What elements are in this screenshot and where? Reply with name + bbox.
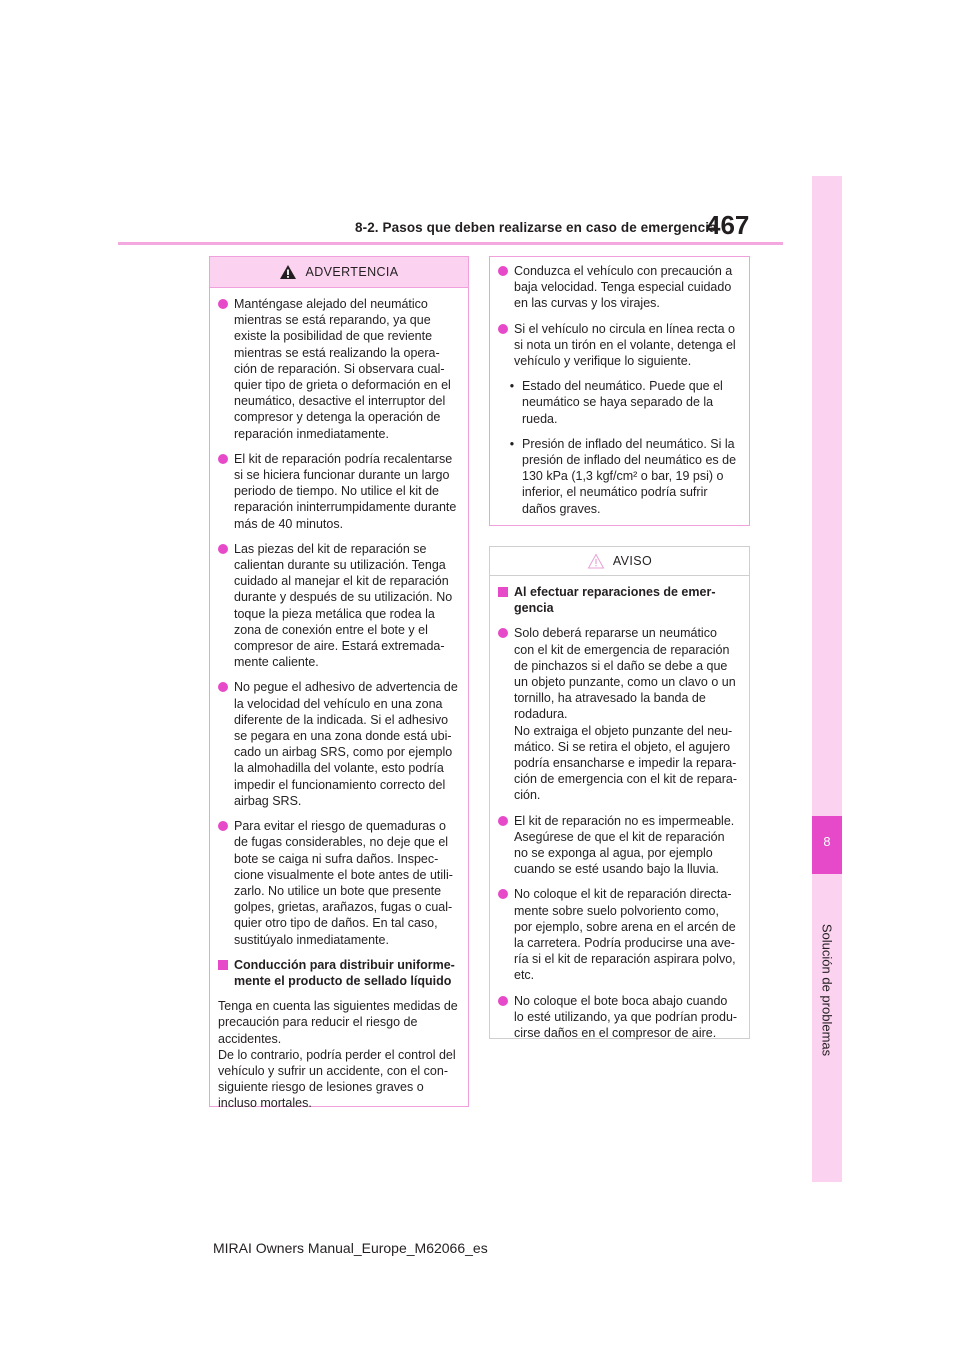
list-item: No pegue el adhesivo de advertencia de la velocidad del vehículo en una zona diferente de la indicada. Si el adhesivo se pegara en una zona donde está ubi-cado un airbag SRS, como por ejemplo la almohadilla del volante, esto podría impedir el funcionamiento correcto del airbag SRS. — [218, 679, 458, 809]
square-bullet-icon — [218, 960, 228, 970]
bullet-dot-icon — [498, 816, 508, 826]
bullet-item: • Estado del neumático. Puede que el neumático se haya separado de la rueda. — [506, 378, 739, 427]
list-item: Si el vehículo no circula en línea recta o si nota un tirón en el volante, detenga el vehículo y verifique lo siguiente. — [498, 321, 739, 370]
notice-box-body — [490, 576, 749, 1056]
list-item: Para evitar el riesgo de quemaduras o de fugas considerables, no deje que el bote se caiga ni sufra daños. Inspec-cione visualmente el bote antes de utili-zarlo. No utilice un bote que presente golpes, grietas, arañazos, fugas o cual-quier otro tipo de daños. En tal caso, sustitúyalo inmediatamente. — [218, 818, 458, 948]
bullet-dot-icon — [498, 266, 508, 276]
list-item: Solo deberá repararse un neumático con el kit de emergencia de reparación de pinchazos si el daño se debe a que un objeto punzante, como un clavo o un tornillo, ha atravesado la banda de rodadura. No extraiga el objeto punzante del neu-mático. Si se retira el objeto, el agujero podría ensancharse e impedir la repara-ción de emergencia con el kit de repara-ción. — [498, 625, 739, 803]
chapter-number: 8 — [823, 834, 831, 849]
list-item: Conduzca el vehículo con precaución a baja velocidad. Tenga especial cuidado en las curvas y los virajes. — [498, 263, 739, 312]
notice-box — [489, 546, 750, 1039]
warning-box-continued-body — [490, 257, 749, 532]
warning-triangle-icon — [279, 264, 297, 280]
caution-triangle-icon — [587, 553, 605, 569]
list-item: No coloque el bote boca abajo cuando lo esté utilizando, ya que podrían produ-cirse daños en el compresor de aire. — [498, 993, 739, 1042]
warning-box-title: ADVERTENCIA — [305, 265, 399, 279]
bullet-dot-icon — [218, 821, 228, 831]
bullet-point-icon: • — [509, 379, 515, 394]
page-number: 467 — [706, 210, 750, 240]
subheading: Al efectuar reparaciones de emer-gencia — [498, 584, 739, 616]
section-title: 8-2. Pasos que deben realizarse en caso de emergencia — [355, 220, 717, 235]
warning-box — [209, 256, 469, 1111]
notice-box-header — [490, 547, 749, 576]
bullet-item: • Presión de inflado del neumático. Si la presión de inflado del neumático es de 130 kPa (1,3 kgf/cm² o bar, 19 psi) o inferior, el neumático podría sufrir daños graves. — [506, 436, 739, 517]
bullet-dot-icon — [498, 996, 508, 1006]
warning-box-header — [210, 257, 468, 288]
warning-box-body — [210, 288, 468, 1118]
bullet-dot-icon — [218, 299, 228, 309]
bullet-dot-icon — [218, 544, 228, 554]
header-divider — [118, 242, 783, 245]
bullet-dot-icon — [218, 682, 228, 692]
bullet-dot-icon — [498, 324, 508, 334]
paragraph: Tenga en cuenta las siguientes medidas de precaución para reducir el riesgo de accidentes. De lo contrario, podría perder el control del vehículo y sufrir un accidente, con el con-siguiente riesgo de lesiones graves o incluso mortales. — [218, 999, 458, 1111]
chapter-title: Solución de problemas — [819, 923, 835, 1057]
list-item: No coloque el kit de reparación directa-mente sobre suelo polvoriento como, por ejemplo, sobre arena en el arcén de la carretera. Podría producirse una ave-ría si el kit de reparación aspirara polvo, etc. — [498, 886, 739, 983]
notice-box-title: AVISO — [612, 554, 653, 568]
footer-manual-title: MIRAI Owners Manual_Europe_M62066_es — [213, 1240, 488, 1256]
subheading: Conducción para distribuir uniforme-mente el producto de sellado líquido — [218, 957, 458, 989]
list-item: Manténgase alejado del neumático mientras se está reparando, ya que existe la posibilidad de que reviente mientras se está realizando la opera-ción de reparación. Si observara cual-quier tipo de grieta o deformación en el neumático, desactive el interruptor del compresor y detenga la operación de reparación inmediatamente. — [218, 296, 458, 442]
square-bullet-icon — [498, 587, 508, 597]
list-item: Las piezas del kit de reparación se calientan durante su utilización. Tenga cuidado al manejar el kit de reparación durante y después de su utilización. No toque la pieza metálica que rodea la zona de conexión entre el bote y el compresor de aire. Estará extremada-mente caliente. — [218, 541, 458, 671]
list-item: El kit de reparación no es impermeable. Asegúrese de que el kit de reparación no se exponga al agua, por ejemplo cuando se esté usando bajo la lluvia. — [498, 813, 739, 878]
warning-box-continued — [489, 256, 750, 526]
bullet-dot-icon — [498, 628, 508, 638]
list-item: El kit de reparación podría recalentarse si se hiciera funcionar durante un largo periodo de tiempo. No utilice el kit de reparación ininterrumpidamente durante más de 40 minutos. — [218, 451, 458, 532]
bullet-point-icon: • — [509, 436, 515, 451]
bullet-dot-icon — [218, 454, 228, 464]
bullet-dot-icon — [498, 889, 508, 899]
